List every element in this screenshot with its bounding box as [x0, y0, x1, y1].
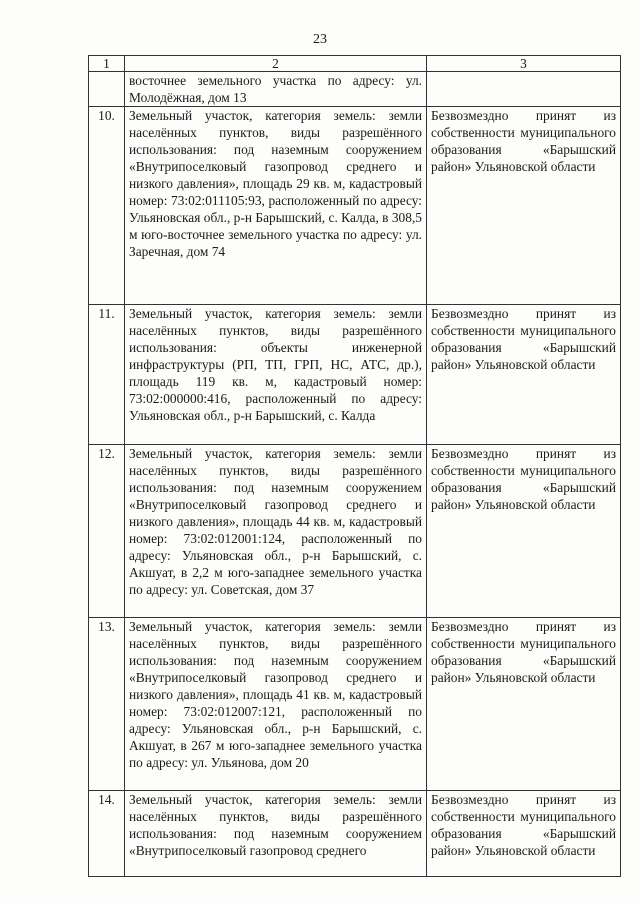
row-status: Безвозмездно принят из собственности муниципального образования «Барышский район» Ульяновской области — [427, 791, 621, 877]
row-status: Безвозмездно принят из собственности муниципального образования «Барышский район» Ульяновской области — [427, 107, 621, 305]
table-header-row — [89, 56, 621, 72]
table-row — [89, 107, 621, 305]
column-header-3: 3 — [427, 56, 621, 72]
row-status: Безвозмездно принят из собственности муниципального образования «Барышский район» Ульяновской области — [427, 305, 621, 445]
row-description: Земельный участок, категория земель: земли населённых пунктов, виды разрешённого использования: под наземным сооружением «Внутрипоселковый газопровод среднего и низкого давления», площадь 29 кв. м, кадастровый номер: 73:02:011105:93, расположенный по адресу: Ульяновская обл., р-н Барышский, с. Калда, в 308,5 м юго-восточнее земельного участка по адресу: ул. Заречная, дом 74 — [125, 107, 427, 305]
table-row — [89, 445, 621, 618]
row-number: 13. — [89, 618, 125, 791]
column-header-2: 2 — [125, 56, 427, 72]
row-description: восточнее земельного участка по адресу: ул. Молодёжная, дом 13 — [125, 72, 427, 107]
property-table — [88, 55, 621, 877]
row-number: 12. — [89, 445, 125, 618]
row-description: Земельный участок, категория земель: земли населённых пунктов, виды разрешённого использования: под наземным сооружением «Внутрипоселковый газопровод среднего и низкого давления», площадь 44 кв. м, кадастровый номер: 73:02:012001:124, расположенный по адресу: Ульяновская обл., р-н Барышский, с. Акшуат, в 2,2 м юго-западнее земельного участка по адресу: ул. Советская, дом 37 — [125, 445, 427, 618]
row-number — [89, 72, 125, 107]
row-status — [427, 72, 621, 107]
row-description: Земельный участок, категория земель: земли населённых пунктов, виды разрешённого использования: объекты инженерной инфраструктуры (РП, ТП, ГРП, НС, АТС, др.), площадь 119 кв. м, кадастровый номер: 73:02:000000:416, расположенный по адресу: Ульяновская обл., р-н Барышский, с. Калда — [125, 305, 427, 445]
table-row-continuation — [89, 72, 621, 107]
row-number: 10. — [89, 107, 125, 305]
page-number: 23 — [313, 32, 327, 47]
row-status: Безвозмездно принят из собственности муниципального образования «Барышский район» Ульяновской области — [427, 445, 621, 618]
row-number: 14. — [89, 791, 125, 877]
row-status: Безвозмездно принят из собственности муниципального образования «Барышский район» Ульяновской области — [427, 618, 621, 791]
column-header-1: 1 — [89, 56, 125, 72]
table-row — [89, 791, 621, 877]
table-row — [89, 305, 621, 445]
row-description: Земельный участок, категория земель: земли населённых пунктов, виды разрешённого использования: под наземным сооружением «Внутрипоселковый газопровод среднего — [125, 791, 427, 877]
table-row — [89, 618, 621, 791]
row-number: 11. — [89, 305, 125, 445]
row-description: Земельный участок, категория земель: земли населённых пунктов, виды разрешённого использования: под наземным сооружением «Внутрипоселковый газопровод среднего и низкого давления», площадь 41 кв. м, кадастровый номер: 73:02:012007:121, расположенный по адресу: Ульяновская обл., р-н Барышский, с. Акшуат, в 267 м юго-западнее земельного участка по адресу: ул. Ульянова, дом 20 — [125, 618, 427, 791]
